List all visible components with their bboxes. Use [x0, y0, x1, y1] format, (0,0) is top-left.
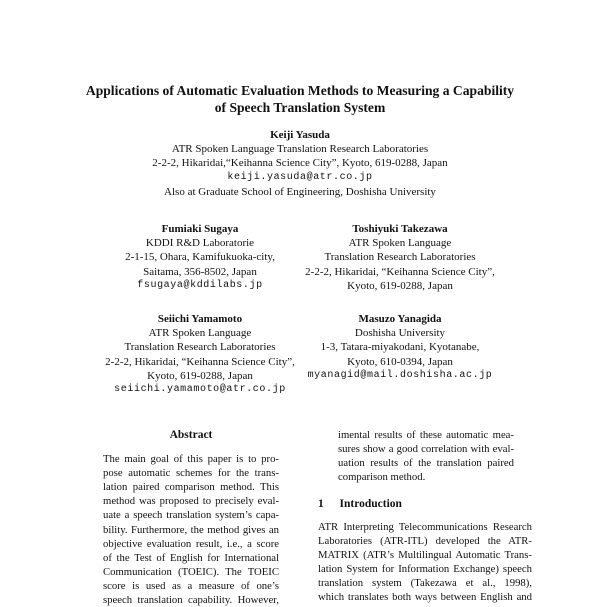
section-title: Introduction — [339, 498, 402, 510]
author-affiliation: ATR Spoken Language Translation Research Laboratories — [171, 143, 429, 156]
author-line: Kyoto, 610-0394, Japan — [347, 355, 453, 368]
intro-line: lation System for Information Exchange) speech — [318, 563, 532, 576]
author-name: Toshiyuki Takezawa — [352, 223, 448, 235]
author-line: Kyoto, 619-0288, Japan — [347, 279, 453, 292]
abstract-line: Communication (TOEIC). The TOEIC — [103, 565, 279, 578]
abstract-line: objective evaluation result, i.e., a score — [103, 537, 279, 550]
author-line: KDDI R&D Laboratorie — [145, 237, 255, 250]
intro-line: MATRIX (ATR’s Multilingual Automatic Trans- — [318, 549, 532, 562]
intro-line: Laboratories (ATR-ITL) developed the ATR- — [318, 535, 532, 548]
author-line: Doshisha University — [354, 327, 446, 340]
author-line: Translation Research Laboratories — [124, 341, 276, 354]
author-name: Fumiaki Sugaya — [161, 223, 239, 235]
title-line-1: Applications of Automatic Evaluation Methods to Measuring a Capability — [85, 83, 515, 98]
paper-title — [0, 82, 600, 116]
intro-line: ATR Interpreting Telecommunications Research — [318, 521, 532, 533]
abstract-line: The main goal of this paper is to pro- — [103, 453, 279, 466]
section-number: 1 — [318, 498, 324, 510]
abstract-line: speech translation capability. However, — [103, 594, 279, 607]
abstract-line: pose automatic schemes for the trans- — [103, 467, 279, 480]
intro-column — [318, 520, 532, 605]
author-name: Keiji Yasuda — [270, 129, 330, 141]
author-name: Seiichi Yamamoto — [157, 313, 243, 325]
abstract-column — [103, 428, 279, 607]
section-heading — [318, 498, 402, 510]
author-email: fsugaya@kddilabs.jp — [137, 279, 263, 291]
abstract-heading: Abstract — [169, 429, 213, 441]
author-block-4 — [100, 312, 300, 397]
author-line: ATR Spoken Language — [148, 327, 252, 340]
abstract-line: lation paired comparison method. This — [103, 481, 279, 494]
intro-line: which translates both ways between English and — [318, 591, 532, 604]
author-line: Kyoto, 619-0288, Japan — [147, 369, 253, 382]
author-name: Masuzo Yanagida — [358, 313, 442, 325]
author-line: 2-1-15, Ohara, Kamifukuoka-city, — [125, 251, 275, 264]
author-line: Translation Research Laboratories — [324, 251, 476, 264]
author-email: seiichi.yamamoto@atr.co.jp — [114, 384, 286, 396]
abstract-line: sures show a good correlation with eval- — [338, 443, 514, 456]
author-note: Also at Graduate School of Engineering, Doshisha University — [164, 185, 436, 198]
author-email: keiji.yasuda@atr.co.jp — [227, 171, 373, 183]
author-email: myanagid@mail.doshisha.ac.jp — [307, 369, 493, 381]
abstract-line: of the Test of English for International — [103, 551, 279, 564]
author-line: 2-2-2, Hikaridai, “Keihanna Science City”, — [305, 265, 495, 278]
author-line: ATR Spoken Language — [348, 237, 452, 250]
author-line: 1-3, Tatara-miyakodani, Kyotanabe, — [320, 341, 480, 354]
abstract-line: uation results of the translation paired — [338, 457, 514, 470]
abstract-line: bility. Furthermore, the method gives an — [103, 523, 279, 536]
author-block-2 — [100, 222, 300, 293]
intro-line: translation system (Takezawa et al., 1998), — [318, 577, 532, 590]
author-block-3 — [300, 222, 500, 293]
abstract-line: score is used as a measure of one’s — [103, 579, 279, 592]
author-block-1 — [0, 128, 600, 199]
author-address: 2-2-2, Hikaridai,“Keihanna Science City”, Kyoto, 619-0288, Japan — [152, 157, 448, 170]
abstract-line: uate a speech translation system’s capa- — [103, 509, 279, 522]
author-line: 2-2-2, Hikaridai, “Keihanna Science City”, — [105, 355, 295, 368]
title-line-2: of Speech Translation System — [214, 100, 386, 115]
abstract-continuation — [338, 428, 514, 484]
abstract-line: imental results of these automatic mea- — [338, 429, 514, 441]
abstract-line: method was proposed to precisely eval- — [103, 495, 279, 508]
author-line: Saitama, 356-8502, Japan — [143, 265, 257, 278]
abstract-line: comparison method. — [338, 471, 426, 484]
author-block-5 — [300, 312, 500, 383]
